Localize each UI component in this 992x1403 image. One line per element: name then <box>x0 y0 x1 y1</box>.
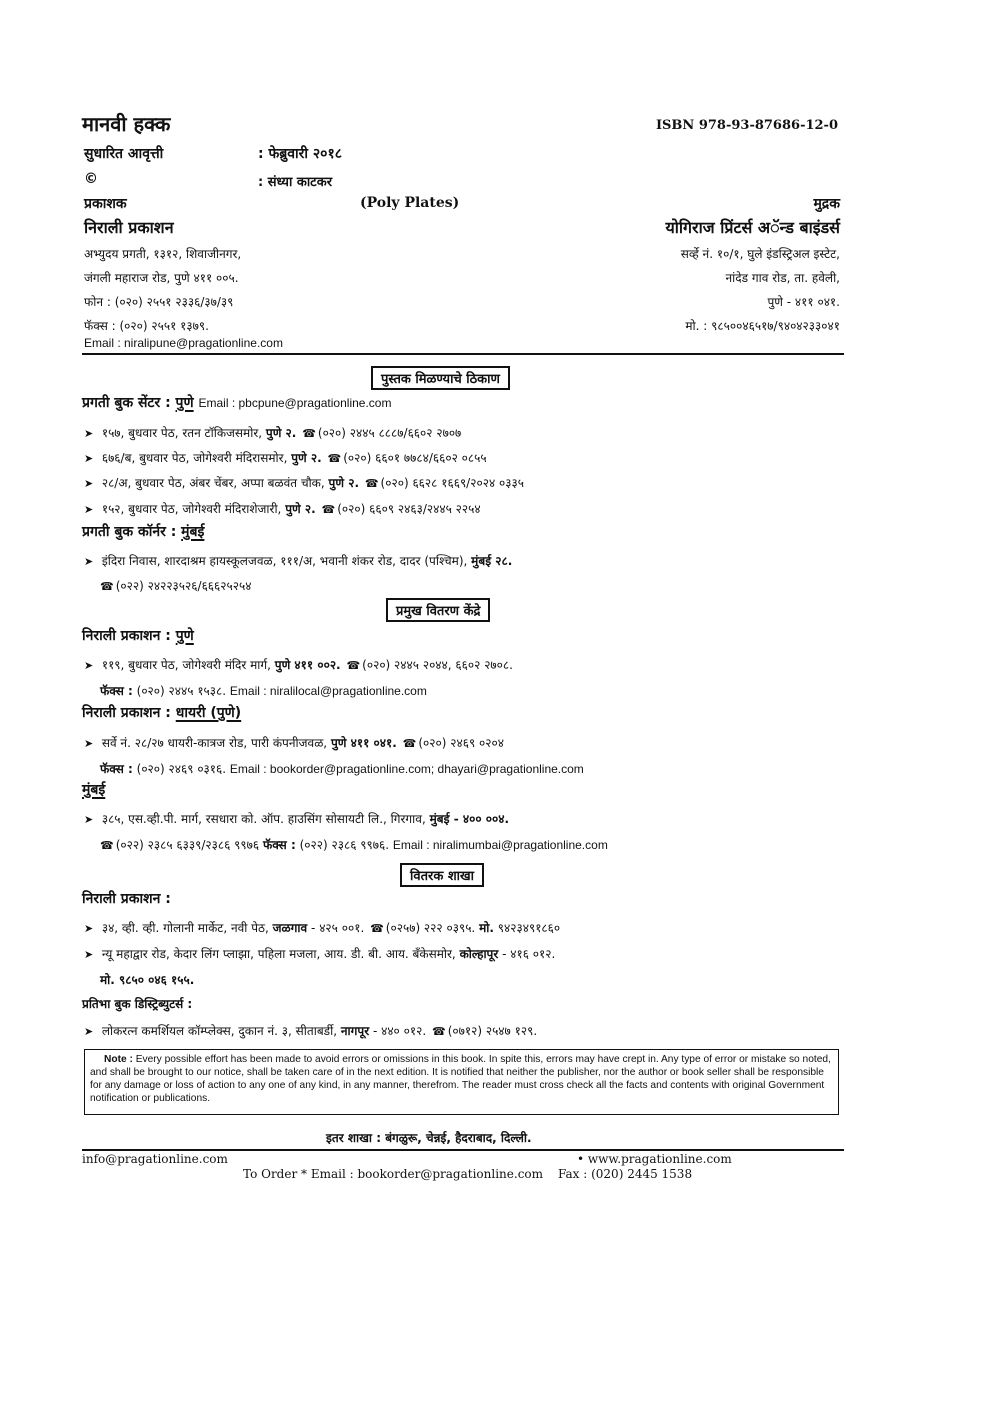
list-item <box>84 1022 537 1039</box>
other-branches-cities: बंगळुरू, चेन्नई, हैदराबाद, दिल्ली. <box>385 1131 532 1145</box>
disclaimer-note <box>84 1049 839 1115</box>
mumbai-title: मुंबई <box>82 782 106 798</box>
pbk-title <box>82 522 204 541</box>
phone-number: (०२०) ६६२८ १६६९/२०२४ ०३३५ <box>380 476 524 490</box>
address-city: कोल्हापूर <box>459 947 499 961</box>
phone-icon: ☎ <box>100 580 114 593</box>
list-item <box>84 474 524 491</box>
address-text: ११९, बुधवार पेठ, जोगेश्वरी मंदिर मार्ग, <box>101 658 271 672</box>
pbc-email: Email : pbcpune@pragationline.com <box>198 396 392 410</box>
email-text: Email : bookorder@pragationline.com; dhayari@pragationline.com <box>229 762 584 776</box>
footer-divider <box>82 1149 844 1151</box>
phone-icon: ☎ <box>370 922 384 935</box>
list-item <box>84 945 555 962</box>
fax-label: फॅक्स : <box>100 684 133 698</box>
address-city: पुणे ४११ ००२. <box>274 658 341 672</box>
address-pin: - ४४० ०१२. <box>372 1024 427 1038</box>
footer-email: info@pragationline.com <box>82 1152 228 1166</box>
publisher-email: Email : niralipune@pragationline.com <box>84 336 283 350</box>
arrow-icon: ➤ <box>84 737 94 750</box>
list-item <box>84 656 513 673</box>
printer-address-line: नांदेड गाव रोड, ता. हवेली, <box>725 271 840 285</box>
address-text: सर्वे नं. २८/२७ धायरी-कात्रज रोड, पारी कंपनीजवळ, <box>101 736 328 750</box>
printer-mobile: मो. : ९८५००४६५१७/९४०४२३३०४१ <box>685 319 840 333</box>
nirali-dhayari-title <box>82 703 241 722</box>
address-text: ६७६/ब, बुधवार पेठ, जोगेश्वरी मंदिरासमोर, <box>101 451 288 465</box>
phone-icon: ☎ <box>402 737 417 750</box>
isbn: ISBN 978-93-87686-12-0 <box>655 118 838 133</box>
list-item <box>100 682 427 699</box>
arrow-icon: ➤ <box>84 813 94 826</box>
list-item <box>84 500 481 517</box>
phone-icon: ☎ <box>346 659 361 672</box>
arrow-icon: ➤ <box>84 427 94 440</box>
note-text: Every possible effort has been made to avoid errors or omissions in this book. In spite this, errors may have crept in. Any type of error or mistake so noted, and shall be brought to our notice, shall be taken care of in the next edition. It is notified that neither the publisher, nor the author or book seller shall be responsible for any damage or loss of action to any one of any kind, in any manner, therefrom. The reader must cross check all the facts and contents with original Government notification or publications. <box>90 1054 831 1104</box>
footer-website: • www.pragationline.com <box>577 1152 732 1166</box>
list-item <box>100 760 584 777</box>
phone-number: (०२०) २४४५ २०४४, ६६०२ २७०८. <box>362 658 513 672</box>
printer-address-line: पुणे - ४११ ०४१. <box>767 295 840 309</box>
address-city: पुणे २. <box>328 476 360 490</box>
address-city: नागपूर <box>340 1024 370 1038</box>
nirali-pune-prefix: निराली प्रकाशन : <box>82 628 171 644</box>
phone-icon: ☎ <box>302 427 316 440</box>
phone-number: (०२२) २३८५ ६३३९/२३८६ ९९७६ <box>115 838 260 852</box>
list-item <box>84 734 504 751</box>
pbk-title-prefix: प्रगती बुक कॉर्नर : <box>82 524 177 540</box>
phone-icon: ☎ <box>321 503 336 516</box>
list-item <box>84 449 487 466</box>
address-text: लोकरत्न कमर्शियल कॉम्प्लेक्स, दुकान नं. ३, सीताबर्डी, <box>101 1024 338 1038</box>
address-pin: - ४२५ ००१. <box>311 921 365 935</box>
phone-number: (०२२) २४२२३५२६/६६६२५२५४ <box>115 579 252 593</box>
list-item <box>84 552 512 569</box>
address-text: न्यू महाद्वार रोड, केदार लिंग प्लाझा, पहिला मजला, आय. डी. बी. आय. बँकेसमोर, <box>101 947 456 961</box>
printer-address-line: सर्व्हे नं. १०/१, घुले इंडस्ट्रिअल इस्टेट, <box>680 247 840 261</box>
nirali-pune-title <box>82 626 194 645</box>
book-availability-heading: पुस्तक मिळण्याचे ठिकाण <box>371 366 510 390</box>
address-city: मुंबई - ४०० ००४. <box>429 812 510 826</box>
email-text: Email : niralimumbai@pragationline.com <box>392 838 608 852</box>
address-pin: - ४१६ ०१२. <box>502 947 556 961</box>
copyright-icon: © <box>84 171 98 187</box>
publisher-fax: फॅक्स : (०२०) २५५१ १३७९. <box>84 319 209 333</box>
fax-number: (०२०) २४६९ ०३१६. <box>136 762 227 776</box>
fax-label: फॅक्स : <box>262 838 296 852</box>
publisher-name: निराली प्रकाशन <box>84 218 174 237</box>
pratibha-title: प्रतिभा बुक डिस्ट्रिब्युटर्स : <box>82 997 193 1011</box>
nirali-dhayari-prefix: निराली प्रकाशन : <box>82 705 171 721</box>
arrow-icon: ➤ <box>84 477 94 490</box>
edition-value: : फेब्रुवारी २०१८ <box>258 146 343 162</box>
publisher-label: प्रकाशक <box>84 196 127 212</box>
other-branches-label: इतर शाखा : <box>326 1131 381 1145</box>
publisher-phone: फोन : (०२०) २५५१ २३३६/३७/३९ <box>84 295 234 309</box>
nirali-pune-city: पुणे <box>175 628 194 644</box>
publisher-address-line: जंगली महाराज रोड, पुणे ४११ ००५. <box>84 271 239 285</box>
footer-order-email: To Order * Email : bookorder@pragationline.com <box>243 1167 544 1181</box>
pbc-title <box>82 393 391 412</box>
arrow-icon: ➤ <box>84 503 94 516</box>
address-city: जळगाव <box>272 921 308 935</box>
phone-number: (०२०) ६६०१ ७७८४/६६०२ ०८५५ <box>343 451 487 465</box>
pbc-title-prefix: प्रगती बुक सेंटर : <box>82 395 171 411</box>
nirali-dhayari-city: धायरी (पुणे) <box>175 705 242 721</box>
address-text: २८/अ, बुधवार पेठ, अंबर चेंबर, अप्पा बळवंत चौक, <box>101 476 325 490</box>
pbc-title-city: पुणे <box>175 395 194 411</box>
fax-number: (०२०) २४४५ १५३८. <box>136 684 227 698</box>
list-item <box>98 836 608 853</box>
plates-info: (Poly Plates) <box>360 195 460 211</box>
list-item <box>84 919 560 936</box>
address-city: पुणे ४११ ०४१. <box>330 736 397 750</box>
footer-fax: Fax : (020) 2445 1538 <box>558 1167 693 1181</box>
arrow-icon: ➤ <box>84 659 94 672</box>
fax-number: (०२२) २३८६ ९९७६. <box>299 838 390 852</box>
phone-icon: ☎ <box>364 477 379 490</box>
address-text: ३४, व्ही. व्ही. गोलानी मार्केट, नवी पेठ, <box>101 921 269 935</box>
header-divider <box>82 353 844 355</box>
address-text: इंदिरा निवास, शारदाश्रम हायस्कूलजवळ, १११/अ, भवानी शंकर रोड, दादर (पश्चिम), <box>101 554 468 568</box>
phone-icon: ☎ <box>100 839 114 852</box>
edition-label: सुधारित आवृत्ती <box>84 146 164 162</box>
list-item <box>84 810 509 827</box>
main-distribution-heading: प्रमुख वितरण केंद्रे <box>386 598 490 622</box>
nirali-branches-title: निराली प्रकाशन : <box>82 891 171 907</box>
mobile-label: मो. <box>479 921 494 935</box>
arrow-icon: ➤ <box>84 948 94 961</box>
address-text: ३८५, एस.व्ही.पी. मार्ग, रसधारा को. ऑप. हाउसिंग सोसायटी लि., गिरगाव, <box>101 812 426 826</box>
address-city: पुणे २. <box>285 502 316 516</box>
publisher-address-line: अभ्युदय प्रगती, १३१२, शिवाजीनगर, <box>84 247 242 261</box>
phone-number: (०७१२) २५४७ १२९. <box>447 1024 538 1038</box>
address-text: १५७, बुधवार पेठ, रतन टॉकिजसमोर, <box>101 426 263 440</box>
list-item <box>84 424 461 441</box>
address-city: पुणे २. <box>291 451 322 465</box>
address-city: मुंबई २८. <box>471 554 513 568</box>
address-text: १५२, बुधवार पेठ, जोगेश्वरी मंदिराशेजारी, <box>101 502 282 516</box>
phone-icon: ☎ <box>327 452 342 465</box>
address-city: पुणे २. <box>265 426 297 440</box>
note-label: Note : <box>104 1054 133 1065</box>
email-text: Email : niralilocal@pragationline.com <box>229 684 427 698</box>
mobile-number: ९४२३४९१८६० <box>497 921 561 935</box>
arrow-icon: ➤ <box>84 1025 94 1038</box>
copyright-holder: : संध्या काटकर <box>258 175 333 190</box>
phone-icon: ☎ <box>431 1025 446 1038</box>
other-branches <box>326 1129 532 1146</box>
fax-label: फॅक्स : <box>100 762 133 776</box>
pbk-title-city: मुंबई <box>181 524 205 540</box>
phone-number: (०२०) २४४५ ८८८७/६६०२ २७०७ <box>317 426 462 440</box>
phone-number: (०२०) २४६९ ०२०४ <box>418 736 504 750</box>
arrow-icon: ➤ <box>84 555 94 568</box>
book-title: मानवी हक्क <box>82 112 171 136</box>
phone-number: (०२५७) २२२ ०३९५. <box>385 921 476 935</box>
arrow-icon: ➤ <box>84 452 94 465</box>
list-item <box>98 577 252 594</box>
arrow-icon: ➤ <box>84 922 94 935</box>
phone-number: (०२०) ६६०९ २४६३/२४४५ २२५४ <box>337 502 481 516</box>
mobile-number: मो. ९८५० ०४६ १५५. <box>100 973 195 987</box>
distributor-branch-heading: वितरक शाखा <box>400 863 484 887</box>
printer-label: मुद्रक <box>813 196 840 212</box>
printer-name: योगिराज प्रिंटर्स अॅन्ड बाइंडर्स <box>665 218 840 237</box>
